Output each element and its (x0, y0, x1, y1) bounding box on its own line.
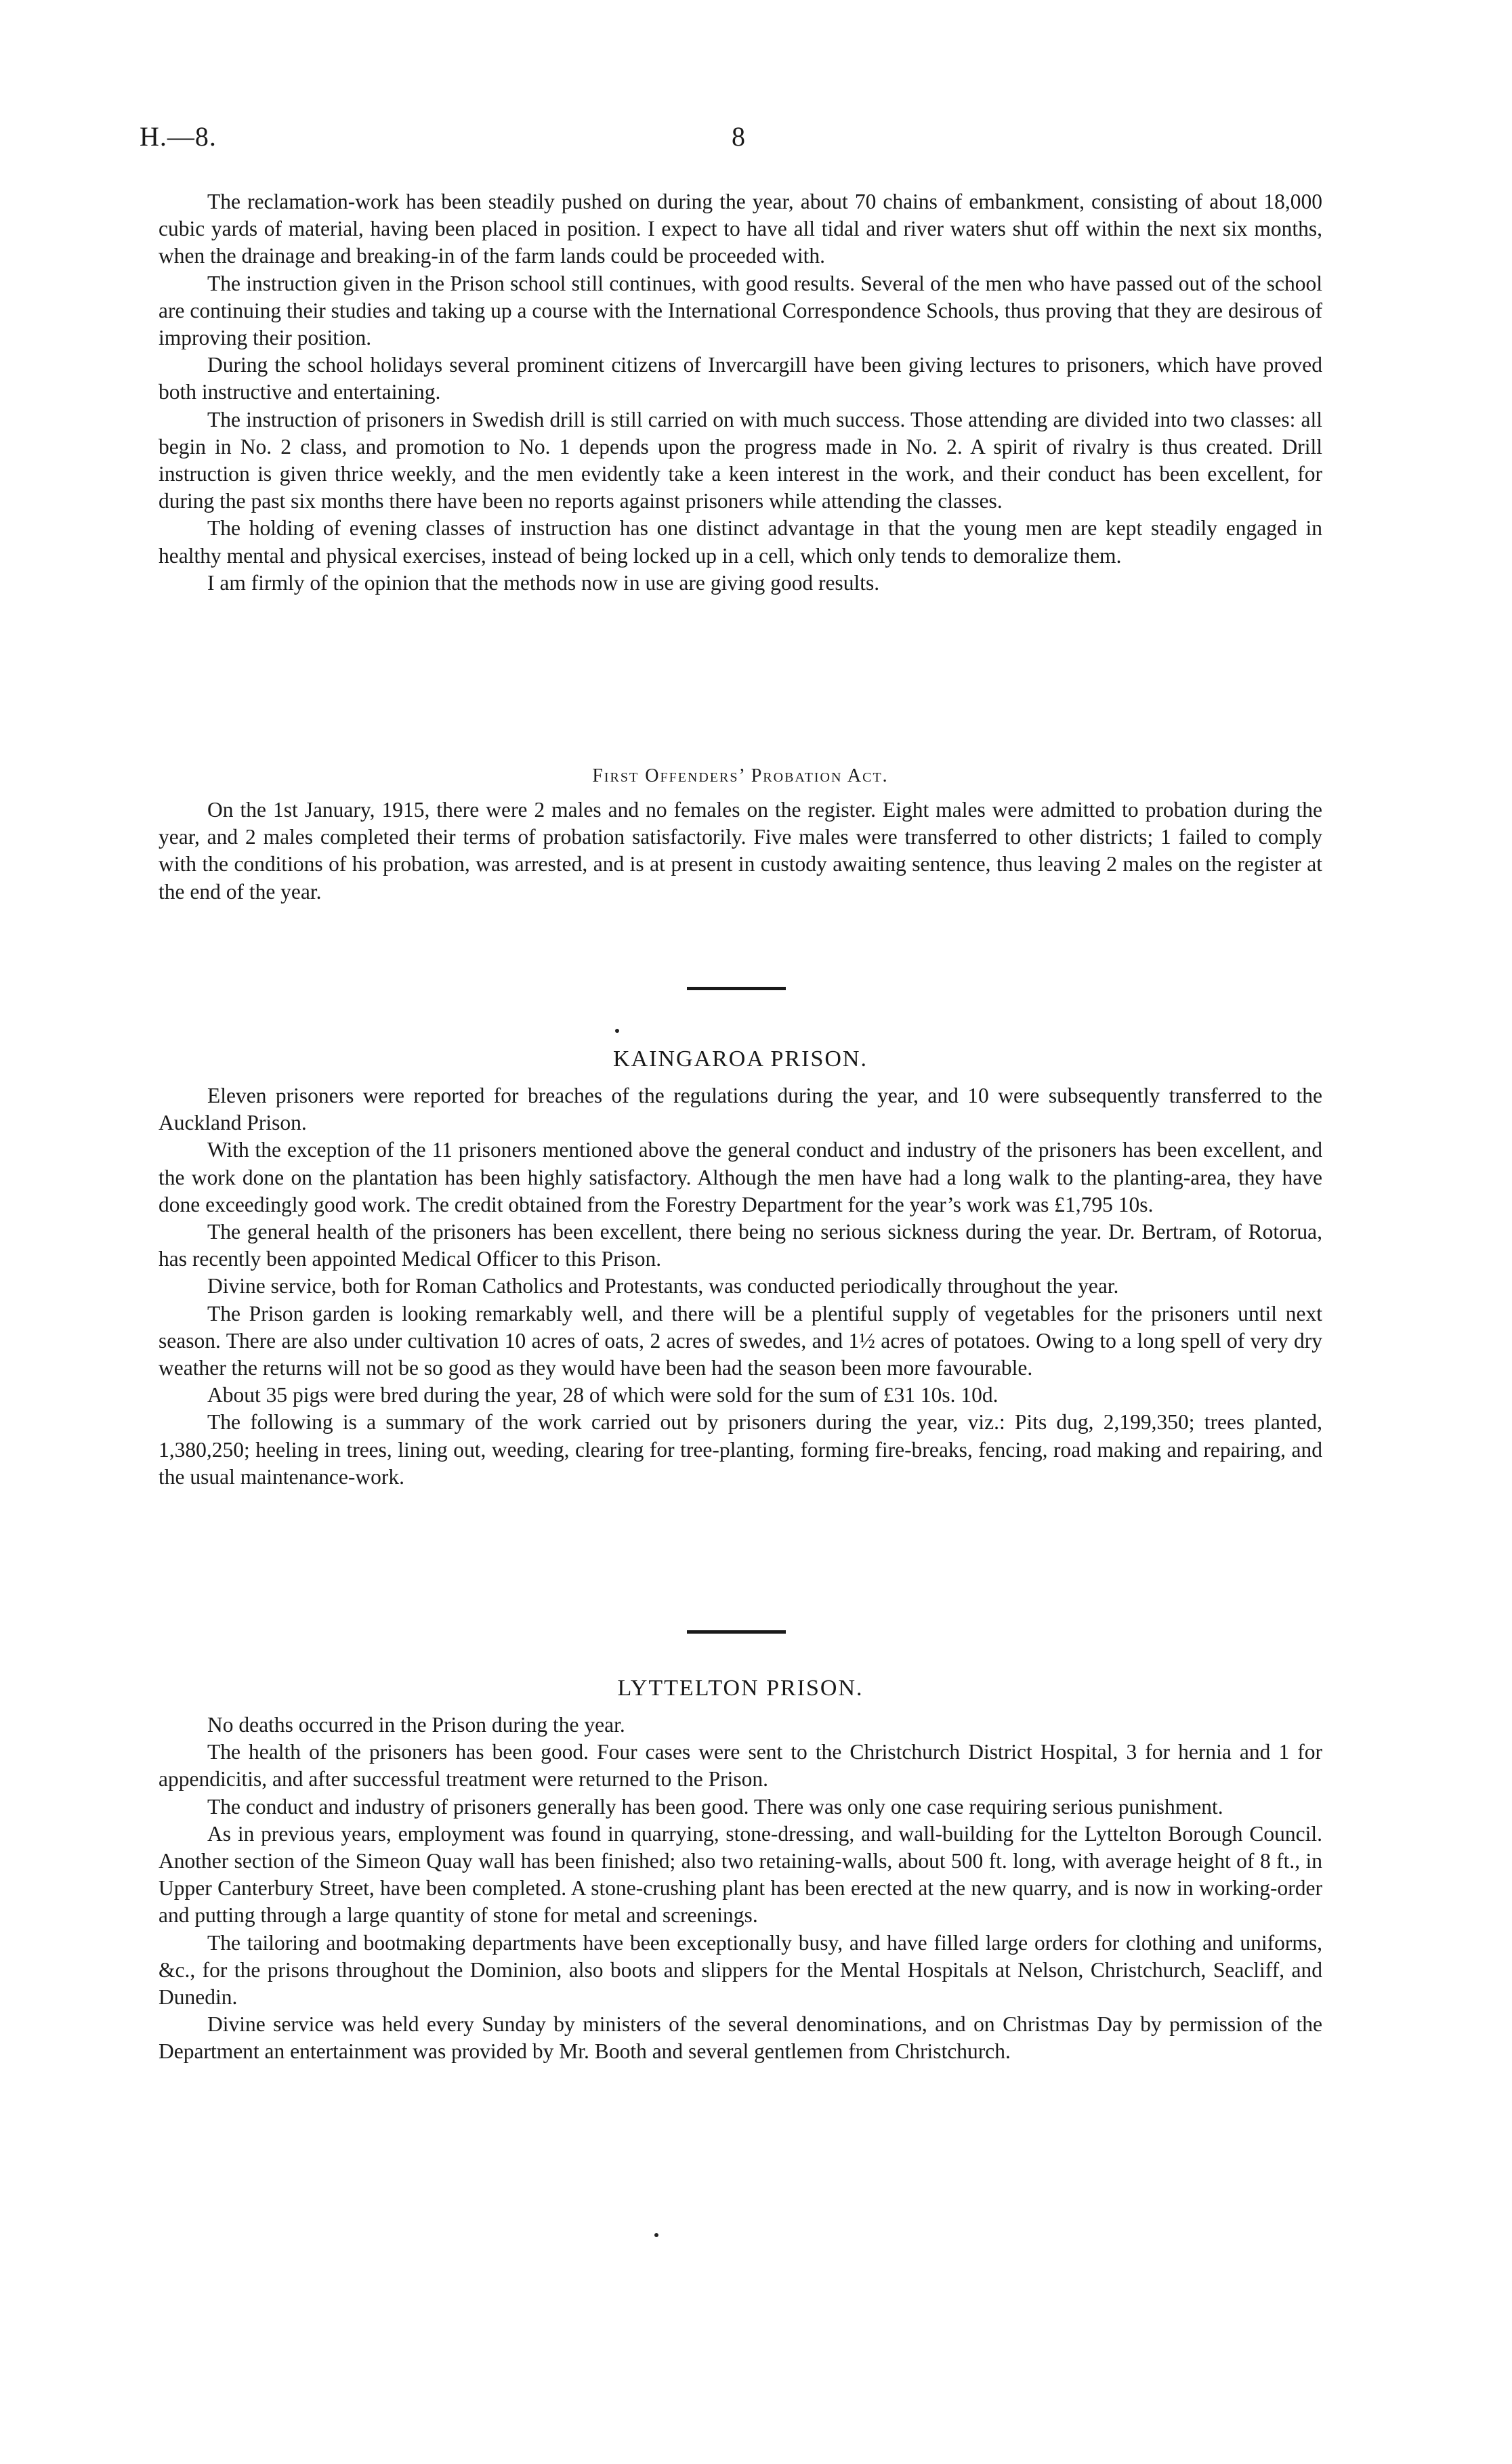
paragraph: The holding of evening classes of instruction has one distinct advantage in that the young men are kept steadily engaged in healthy mental and physical exercises, instead of being locked up in a cell, which only tends to demoralize them. (159, 516, 1322, 568)
section-divider (687, 987, 786, 990)
paragraph: The conduct and industry of prisoners generally has been good. There was only one case requiring serious punishment. (207, 1794, 1223, 1819)
paragraph: The reclamation-work has been steadily pushed on during the year, about 70 chains of embankment, consisting of about 18,000 cubic yards of material, having been placed in position. I expect to have all tidal and river waters shut off within the next six months, when the drainage and breaking-in of the farm lands could be proceeded with. (159, 190, 1322, 268)
paragraph: The following is a summary of the work carried out by prisoners during the year, viz.: Pits dug, 2,199,350; trees planted, 1,380,250; heeling in trees, lining out, weeding, clearing for tree-planting, forming fire-breaks, fencing, road making and repairing, and the usual maintenance-work. (159, 1410, 1322, 1489)
section-heading-probation: First Offenders’ Probation Act. (592, 765, 889, 786)
paragraph: About 35 pigs were bred during the year, 28 of which were sold for the sum of £31 10s. 10d. (207, 1383, 999, 1407)
paragraph: The instruction of prisoners in Swedish drill is still carried on with much success. Those attending are divided into two classes: all begin in No. 2 class, and promotion to No. 1 depends upon the progress made in No. 2. A spirit of rivalry is thus created. Drill instruction is given thrice weekly, and the men evidently take a keen interest in the work, and their conduct has been excellent, for during the past six months there have been no reports against prisoners while attending the classes. (159, 407, 1322, 513)
probation-section (159, 796, 1322, 906)
section-heading-kaingaroa: KAINGAROA PRISON. (613, 1046, 868, 1071)
paragraph: Divine service was held every Sunday by ministers of the several denominations, and on Christmas Day by permission of the Department an entertainment was provided by Mr. Booth and several gentlemen from Christchurch. (159, 2012, 1322, 2064)
paragraph: The health of the prisoners has been good. Four cases were sent to the Christchurch District Hospital, 3 for hernia and 1 for appendicitis, and after successful treatment were returned to the Prison. (159, 1740, 1322, 1791)
page-number: 8 (732, 121, 745, 152)
paragraph: Eleven prisoners were reported for breaches of the regulations during the year, and 10 were subsequently transferred to the Auckland Prison. (159, 1084, 1322, 1135)
section-heading-lyttelton: LYTTELTON PRISON. (617, 1676, 864, 1701)
paragraph: On the 1st January, 1915, there were 2 males and no females on the register. Eight males were admitted to probation during the year, and 2 males completed their terms of probation satisfactorily. Five males were transferred to other districts; 1 failed to comply with the conditions of his probation, was arrested, and is at present in custody awaiting sentence, thus leaving 2 males on the register at the end of the year. (159, 798, 1322, 904)
paragraph: The tailoring and bootmaking departments have been exceptionally busy, and have filled large orders for clothing and uniforms, &c., for the prisons throughout the Dominion, also boots and slippers for the Mental Hospitals at Nelson, Christchurch, Seacliff, and Dunedin. (159, 1930, 1322, 2010)
paragraph: The general health of the prisoners has been excellent, there being no serious sickness during the year. Dr. Bertram, of Rotorua, has recently been appointed Medical Officer to this Prison. (159, 1220, 1322, 1271)
paragraph: During the school holidays several prominent citizens of Invercargill have been giving lectures to prisoners, which have proved both instructive and entertaining. (159, 353, 1322, 404)
print-speck (615, 1029, 619, 1033)
paragraph: As in previous years, employment was found in quarrying, stone-dressing, and wall-building for the Lyttelton Borough Council. Another section of the Simeon Quay wall has been finished; also two retaining-walls, about 500 ft. long, with average height of 8 ft., in Upper Canterbury Street, have been completed. A stone-crushing plant has been erected at the new quarry, and is now in working-order and putting through a large quantity of stone for metal and screenings. (159, 1821, 1322, 1928)
paragraph: With the exception of the 11 prisoners mentioned above the general conduct and industry of the prisoners has been excellent, and the work done on the plantation has been highly satisfactory. Although the men have had a long walk to the planting-area, they have done exceedingly good work. The credit obtained from the Forestry Department for the year’s work was £1,795 10s. (159, 1138, 1322, 1216)
kaingaroa-section (159, 1082, 1322, 1491)
intro-section (159, 188, 1322, 597)
lyttelton-section (159, 1712, 1322, 2066)
paragraph: The instruction given in the Prison school still continues, with good results. Several of the men who have passed out of the school are continuing their studies and taking up a course with the International Correspondence Schools, thus proving that they are desirous of improving their position. (159, 271, 1322, 350)
section-divider (687, 1630, 786, 1634)
paragraph: No deaths occurred in the Prison during the year. (207, 1713, 625, 1737)
paragraph: Divine service, both for Roman Catholics and Protestants, was conducted periodically throughout the year. (207, 1274, 1119, 1298)
print-speck (654, 2233, 658, 2237)
document-reference: H.—8. (140, 121, 217, 152)
paragraph: I am firmly of the opinion that the methods now in use are giving good results. (207, 570, 880, 595)
paragraph: The Prison garden is looking remarkably well, and there will be a plentiful supply of vegetables for the prisoners until next season. There are also under cultivation 10 acres of oats, 2 acres of swedes, and 1½ acres of potatoes. Owing to a long spell of very dry weather the returns will not be so good as they would have been had the season been more favourable. (159, 1301, 1322, 1380)
